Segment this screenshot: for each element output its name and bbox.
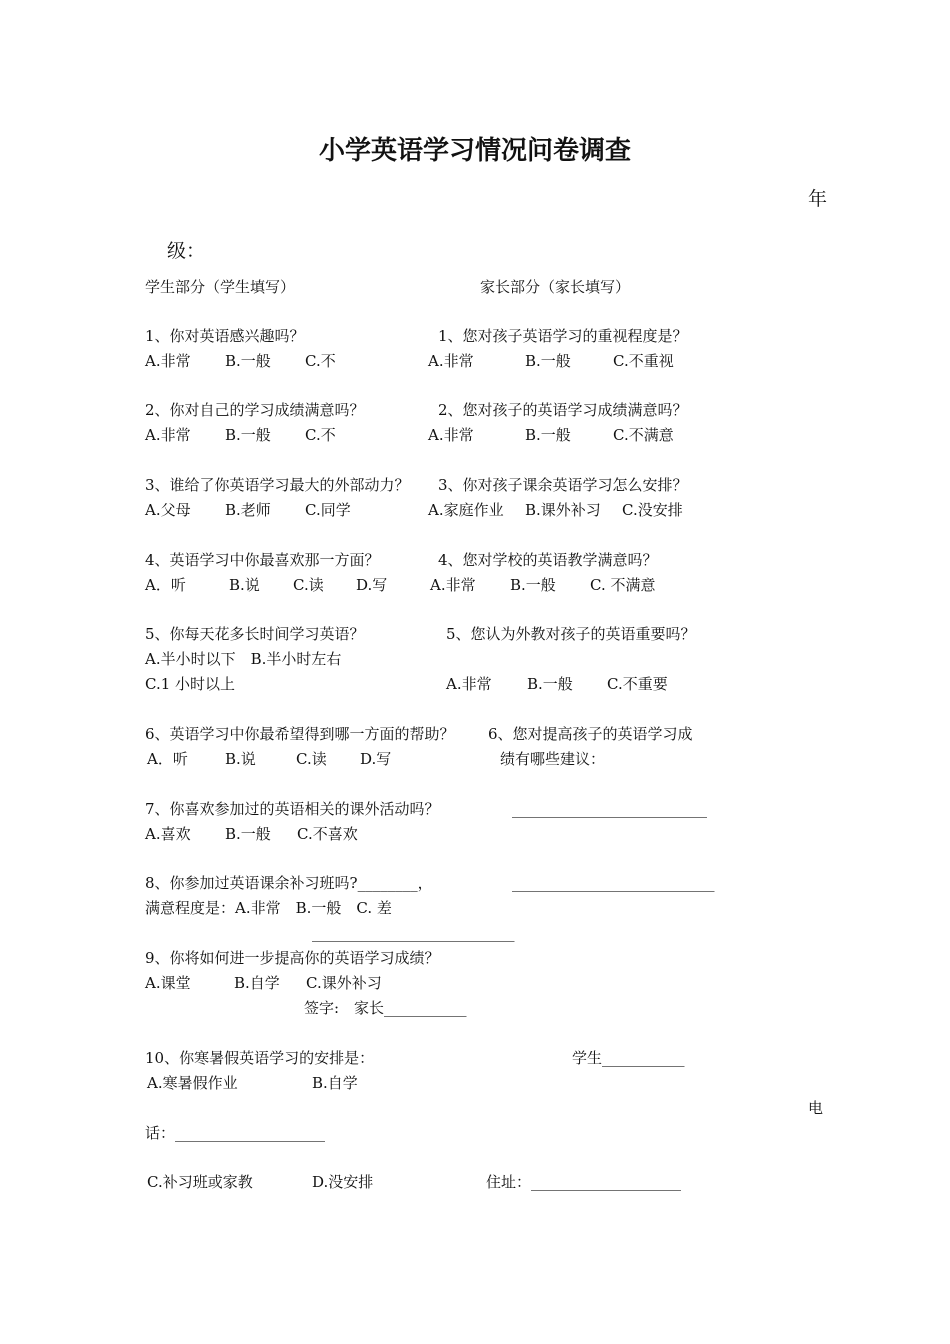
parent-q6-line2: 绩有哪些建议： bbox=[500, 750, 606, 768]
grade-label-part1: 年 bbox=[808, 188, 828, 210]
student-q4-option-a: A．听 bbox=[145, 576, 186, 594]
student-q6: 6、英语学习中你最希望得到哪一方面的帮助？ bbox=[145, 725, 455, 743]
student-q4-option-d: D.写 bbox=[356, 576, 388, 594]
student-q7-option-c: C.不喜欢 bbox=[297, 825, 358, 843]
student-q1-option-b: B.一般 bbox=[225, 352, 271, 370]
student-q10-option-c: C.补习班或家教 bbox=[147, 1173, 253, 1191]
parent-q4-option-b: B.一般 bbox=[510, 576, 556, 594]
address-field[interactable]: 住址：____________________ bbox=[486, 1173, 682, 1191]
parent-q1-option-a: A.非常 bbox=[428, 352, 474, 370]
student-q2-option-b: B.一般 bbox=[225, 426, 271, 444]
student-q2: 2、你对自己的学习成绩满意吗？ bbox=[145, 401, 365, 419]
parent-q5-option-b: B.一般 bbox=[527, 675, 573, 693]
parent-suggestion-blank-3[interactable]: ___________________________ bbox=[312, 924, 515, 942]
page-title: 小学英语学习情况问卷调查 bbox=[318, 136, 631, 166]
parent-q3-option-b: B.课外补习 bbox=[525, 501, 601, 519]
student-q3: 3、谁给了你英语学习最大的外部动力？ bbox=[145, 476, 410, 494]
parent-q5-option-a: A.非常 bbox=[446, 675, 492, 693]
student-q2-option-a: A.非常 bbox=[145, 426, 191, 444]
phone-label-part1: 电 bbox=[808, 1099, 824, 1117]
parent-q3-option-c: C.没安排 bbox=[622, 501, 683, 519]
parent-q2-option-a: A.非常 bbox=[428, 426, 474, 444]
student-q7: 7、你喜欢参加过的英语相关的课外活动吗？ bbox=[145, 800, 440, 818]
student-q7-option-a: A.喜欢 bbox=[145, 825, 191, 843]
signature-parent[interactable]: 签字: 家长___________ bbox=[304, 999, 467, 1017]
student-q6-option-a: A．听 bbox=[147, 750, 188, 768]
student-q3-option-a: A.父母 bbox=[145, 501, 191, 519]
student-q2-option-c: C.不 bbox=[305, 426, 336, 444]
student-q6-option-d: D.写 bbox=[360, 750, 392, 768]
parent-suggestion-blank-1[interactable]: __________________________ bbox=[512, 800, 707, 818]
parent-q1-option-c: C.不重视 bbox=[613, 352, 674, 370]
parent-q5: 5、您认为外教对孩子的英语重要吗？ bbox=[446, 625, 696, 643]
parent-q5-option-c: C.不重要 bbox=[607, 675, 668, 693]
student-q1-option-c: C.不 bbox=[305, 352, 336, 370]
student-q3-option-b: B.老师 bbox=[225, 501, 271, 519]
parent-q3-option-a: A.家庭作业 bbox=[428, 501, 504, 519]
student-q10-option-d: D.没安排 bbox=[312, 1173, 374, 1191]
phone-field[interactable]: 话：____________________ bbox=[145, 1124, 326, 1142]
parent-q2-option-c: C.不满意 bbox=[613, 426, 674, 444]
student-q6-option-c: C.读 bbox=[296, 750, 327, 768]
student-section-header: 学生部分（学生填写） bbox=[145, 278, 296, 296]
student-q8: 8、你参加过英语课余补习班吗?________， bbox=[145, 874, 433, 892]
student-q4: 4、英语学习中你最喜欢那一方面？ bbox=[145, 551, 380, 569]
student-q4-option-b: B.说 bbox=[229, 576, 260, 594]
student-q9-option-a: A.课堂 bbox=[145, 974, 191, 992]
parent-q4: 4、您对学校的英语教学满意吗？ bbox=[438, 551, 658, 569]
student-q9-option-c: C.课外补习 bbox=[306, 974, 382, 992]
student-q5: 5、你每天花多长时间学习英语？ bbox=[145, 625, 365, 643]
parent-q6-line1: 6、您对提高孩子的英语学习成 bbox=[488, 725, 693, 743]
parent-q1-option-b: B.一般 bbox=[525, 352, 571, 370]
student-q9: 9、你将如何进一步提高你的英语学习成绩？ bbox=[145, 949, 440, 967]
student-q1: 1、你对英语感兴趣吗？ bbox=[145, 327, 305, 345]
parent-suggestion-blank-2[interactable]: ___________________________ bbox=[512, 874, 715, 892]
student-q6-option-b: B.说 bbox=[225, 750, 256, 768]
student-q5-option-c: C.1 小时以上 bbox=[145, 675, 236, 693]
student-q9-option-b: B.自学 bbox=[234, 974, 280, 992]
student-q3-option-c: C.同学 bbox=[305, 501, 351, 519]
student-q4-option-c: C.读 bbox=[293, 576, 324, 594]
parent-q2: 2、您对孩子的英语学习成绩满意吗？ bbox=[438, 401, 688, 419]
student-q8-satisfaction: 满意程度是：A.非常 B.一般 C. 差 bbox=[145, 899, 392, 917]
student-q10: 10、你寒暑假英语学习的安排是： bbox=[145, 1049, 375, 1067]
signature-student[interactable]: 学生___________ bbox=[572, 1049, 685, 1067]
parent-q2-option-b: B.一般 bbox=[525, 426, 571, 444]
student-q1-option-a: A.非常 bbox=[145, 352, 191, 370]
student-q10-option-a: A.寒暑假作业 bbox=[147, 1074, 238, 1092]
parent-section-header: 家长部分（家长填写） bbox=[480, 278, 631, 296]
student-q7-option-b: B.一般 bbox=[225, 825, 271, 843]
student-q5-options-ab: A.半小时以下 B.半小时左右 bbox=[145, 650, 342, 668]
student-q10-option-b: B.自学 bbox=[312, 1074, 358, 1092]
parent-q3: 3、你对孩子课余英语学习怎么安排？ bbox=[438, 476, 688, 494]
parent-q4-option-a: A.非常 bbox=[430, 576, 476, 594]
parent-q1: 1、您对孩子英语学习的重视程度是？ bbox=[438, 327, 688, 345]
parent-q4-option-c: C. 不满意 bbox=[590, 576, 656, 594]
grade-label-part2: 级： bbox=[167, 240, 206, 262]
